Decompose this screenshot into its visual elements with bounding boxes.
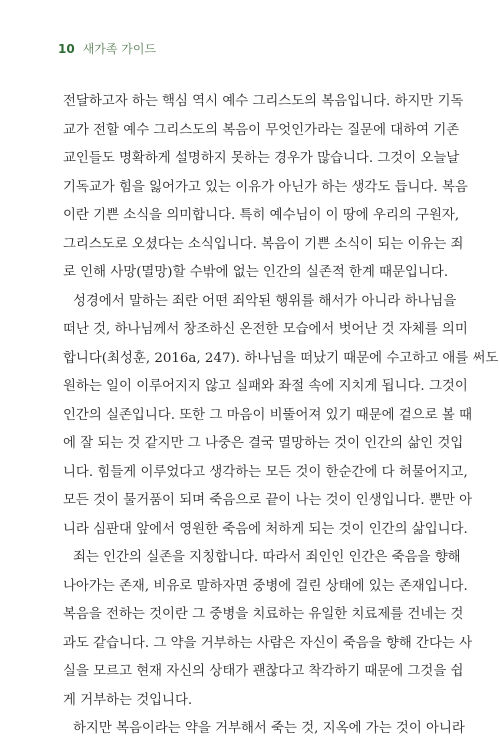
- text-line: 교인들도 명확하게 설명하지 못하는 경우가 많습니다. 그것이 오늘날: [63, 151, 460, 166]
- text-line: 로 인해 사망(멸망)할 수밖에 없는 인간의 실존적 한계 때문입니다.: [63, 265, 449, 280]
- text-line: 과도 같습니다. 그 약을 거부하는 사람은 자신이 죽음을 향해 간다는 사: [63, 635, 473, 651]
- text-line: 니다. 힘들게 이루었다고 생각하는 모든 것이 한순간에 다 허물어지고,: [63, 464, 468, 480]
- text-line: 이란 기쁜 소식을 의미합니다. 특히 예수님이 이 땅에 우리의 구원자,: [63, 208, 460, 223]
- text-line: 게 거부하는 것입니다.: [63, 692, 193, 708]
- text-line: 기독교가 힘을 잃어가고 있는 이유가 아닌가 하는 생각도 듭니다. 복음: [63, 179, 468, 195]
- text-line: 떠난 것, 하나님께서 창조하신 온전한 모습에서 벗어난 것 자체를 의미: [63, 322, 468, 337]
- text-line: 에 잘 되는 것 같지만 그 나중은 결국 멸망하는 것이 인간의 삶인 것입: [63, 436, 464, 451]
- text-line: 합니다(최성훈, 2016a, 247). 하나님을 떠났기 때문에 수고하고 애를 써도: [63, 350, 499, 366]
- text-line: 하지만 복음이라는 약을 거부해서 죽는 것, 지옥에 가는 것이 아니라: [73, 721, 465, 736]
- body-text: [63, 88, 499, 744]
- page-number: 10: [58, 42, 75, 56]
- text-line: 복음을 전하는 것이란 그 중병을 치료하는 유일한 치료제를 건네는 것: [63, 607, 464, 622]
- running-head: [58, 40, 156, 57]
- text-line: 성경에서 말하는 죄란 어떤 죄악된 행위를 해서가 아니라 하나님을: [73, 293, 457, 309]
- text-line: 죄는 인간의 실존을 지칭합니다. 따라서 죄인인 인간은 죽음을 향해: [73, 550, 461, 565]
- text-line: 그리스도로 오셨다는 소식입니다. 복음이 기쁜 소식이 되는 이유는 죄: [63, 236, 464, 252]
- text-line: 실을 모르고 현재 자신의 상태가 괜찮다고 착각하기 때문에 그것을 쉽: [63, 664, 464, 679]
- text-line: 인간의 실존입니다. 또한 그 마음이 비뚤어져 있기 때문에 겉으로 볼 때: [63, 407, 473, 423]
- book-title: 새가족 가이드: [82, 42, 157, 56]
- text-line: 나아가는 존재, 비유로 말하자면 중병에 걸린 상태에 있는 존재입니다.: [63, 578, 468, 594]
- text-line: 니라 심판대 앞에서 영원한 죽음에 처하게 되는 것이 인간의 삶입니다.: [63, 521, 468, 537]
- text-line: 모든 것이 물거품이 되며 죽음으로 끝이 나는 것이 인생입니다. 뿐만 아: [63, 493, 473, 508]
- text-line: 원하는 일이 이루어지지 않고 실패와 좌절 속에 지치게 됩니다. 그것이: [63, 379, 468, 394]
- text-line: 교가 전할 예수 그리스도의 복음이 무엇인가라는 질문에 대하여 기존: [63, 122, 460, 138]
- text-line: 전달하고자 하는 핵심 역시 예수 그리스도의 복음입니다. 하지만 기독: [63, 94, 464, 109]
